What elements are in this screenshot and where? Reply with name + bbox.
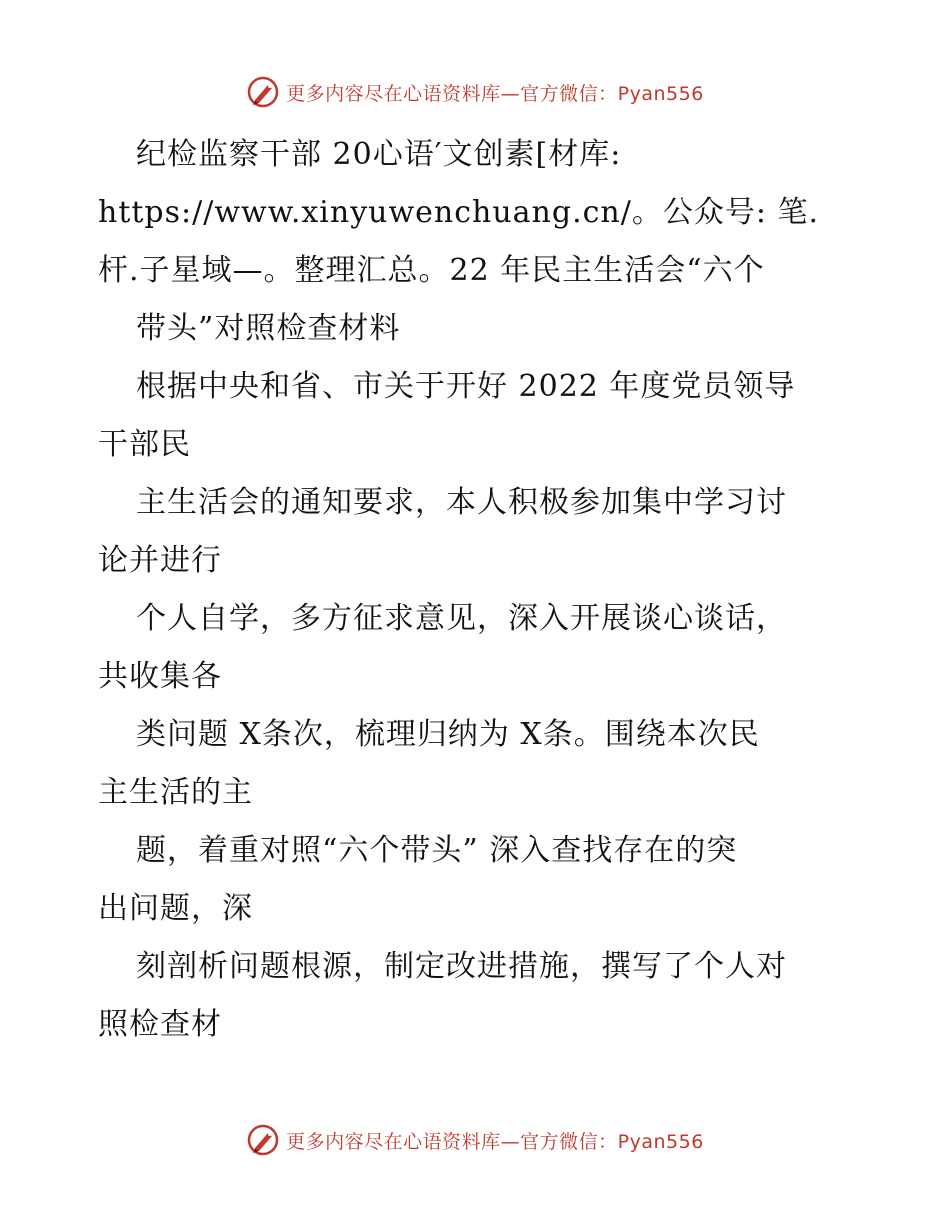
text-line: 题，着重对照“六个带头” 深入查找存在的突	[136, 833, 738, 868]
footer-watermark-banner	[0, 1120, 950, 1160]
text-line: 个人自学，多方征求意见，深入开展谈心谈话，	[136, 601, 787, 636]
header-watermark-banner	[0, 72, 950, 112]
text-line: 干部民	[98, 427, 191, 462]
header-banner-text: 更多内容尽在心语资料库—官方微信：Pyan556	[286, 82, 704, 105]
text-line: 带头”对照检查材料	[136, 311, 401, 346]
text-line: 纪检监察干部 20心语′文创素[材库:	[136, 137, 622, 172]
pen-logo-icon	[246, 1123, 280, 1157]
footer-banner-text: 更多内容尽在心语资料库—官方微信：Pyan556	[286, 1130, 704, 1153]
text-line: 照检查材	[98, 1007, 222, 1042]
text-line: 主生活会的通知要求，本人积极参加集中学习讨	[136, 485, 787, 520]
text-line: 共收集各	[98, 659, 222, 694]
pen-logo-icon	[246, 75, 280, 109]
text-line: 出问题，深	[98, 891, 253, 926]
text-line: 类问题 X条次，梳理归纳为 X条。围绕本次民	[136, 717, 760, 752]
text-line: 论并进行	[98, 543, 222, 578]
text-line: 根据中央和省、市关于开好 2022 年度党员领导	[136, 369, 796, 404]
text-line: 杆.子星域—。整理汇总。22 年民主生活会“六个	[98, 253, 765, 288]
text-line: https://www.xinyuwenchuang.cn/。公众号: 笔.	[98, 195, 820, 230]
document-body	[98, 126, 858, 1054]
text-line: 刻剖析问题根源，制定改进措施，撰写了个人对	[136, 949, 787, 984]
text-line: 主生活的主	[98, 775, 253, 810]
